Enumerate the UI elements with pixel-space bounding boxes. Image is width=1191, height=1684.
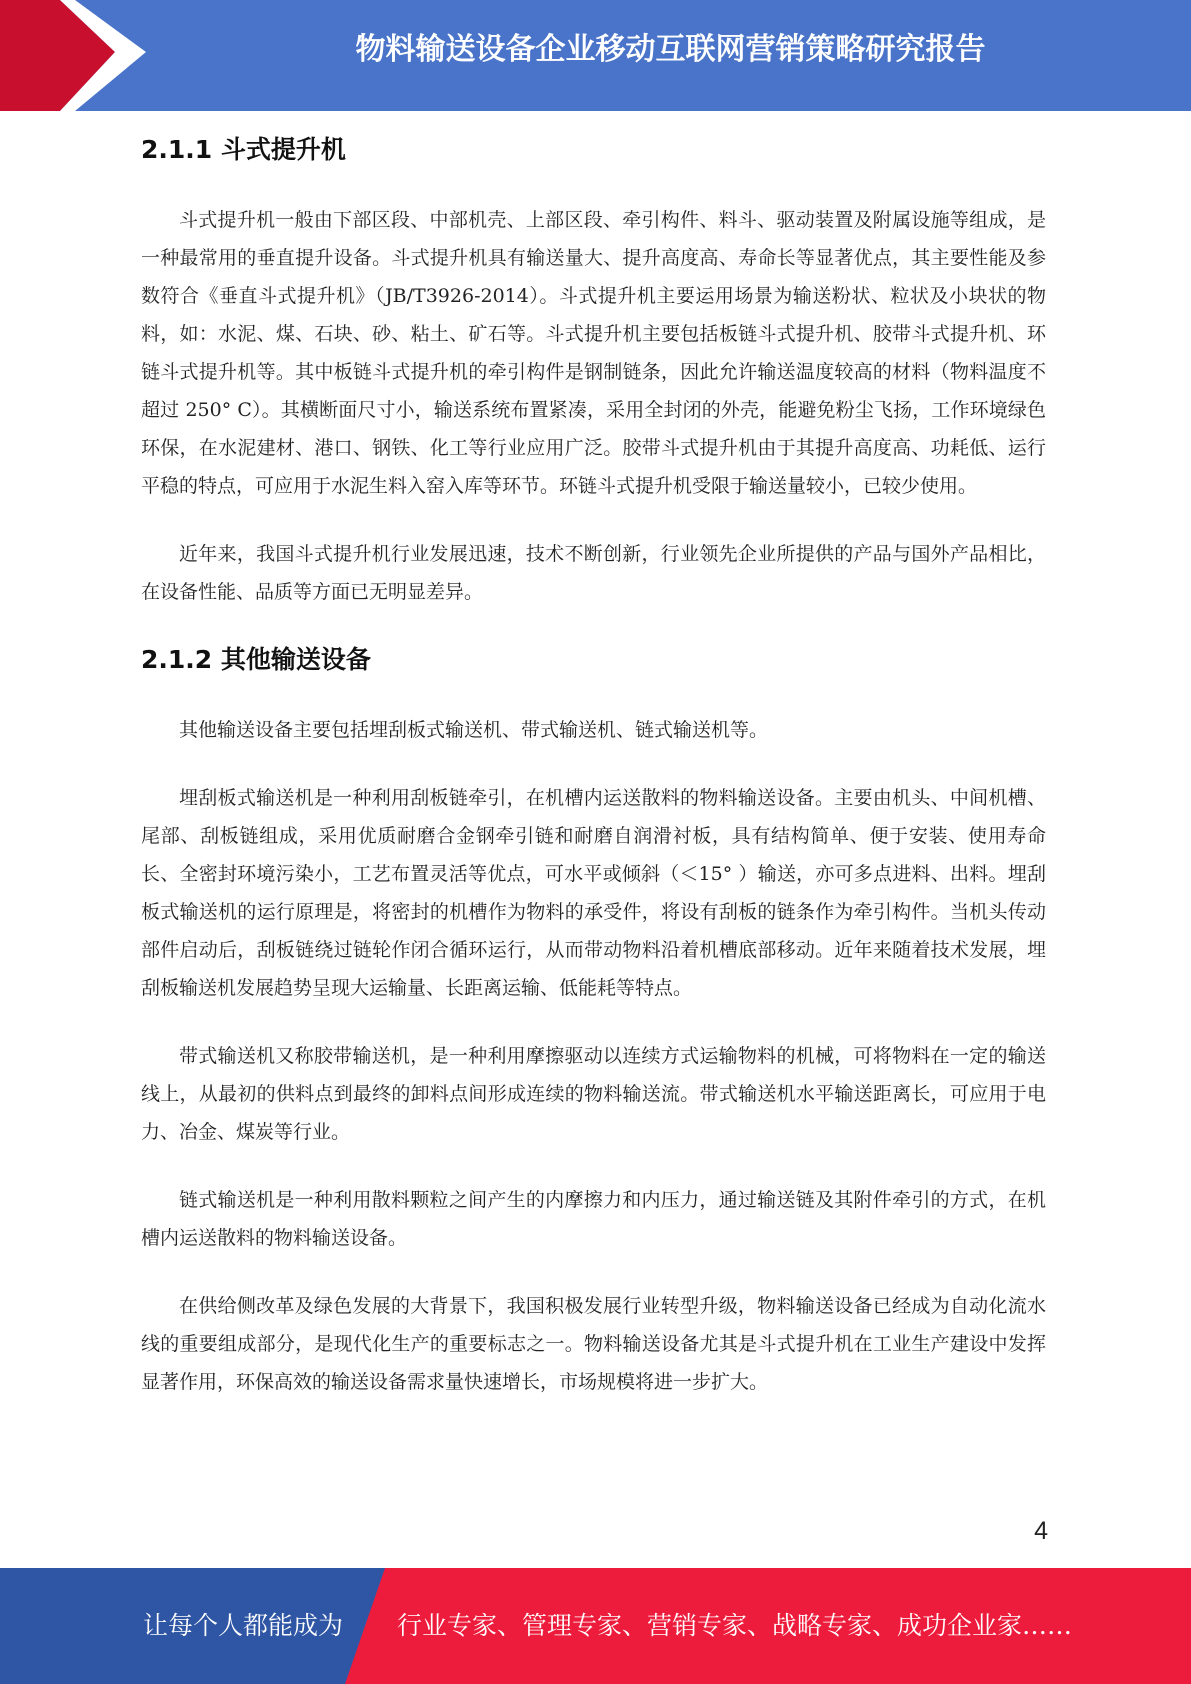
page-number: 4 (1034, 1517, 1048, 1545)
paragraph: 埋刮板式输送机是一种利用刮板链牵引，在机槽内运送散料的物料输送设备。主要由机头、中间机槽、尾部、刮板链组成，采用优质耐磨合金钢牵引链和耐磨自润滑衬板，具有结构简单、便于安装、使用寿命长、全密封环境污染小，工艺布置灵活等优点，可水平或倾斜（＜15° ）输送，亦可多点进料、出料。埋刮板式输送机的运行原理是，将密封的机槽作为物料的承受件，将设有刮板的链条作为牵引构件。当机头传动部件启动后，刮板链绕过链轮作闭合循环运行，从而带动物料沿着机槽底部移动。近年来随着技术发展，埋刮板输送机发展趋势呈现大运输量、长距离运输、低能耗等特点。 (141, 787, 1046, 999)
paragraph: 斗式提升机一般由下部区段、中部机壳、上部区段、牵引构件、料斗、驱动装置及附属设施等组成，是一种最常用的垂直提升设备。斗式提升机具有输送量大、提升高度高、寿命长等显著优点，其主要性能及参数符合《垂直斗式提升机》（JB/T3926-2014）。斗式提升机主要运用场景为输送粉状、粒状及小块状的物料，如：水泥、煤、石块、砂、粘土、矿石等。斗式提升机主要包括板链斗式提升机、胶带斗式提升机、环链斗式提升机等。其中板链斗式提升机的牵引构件是钢制链条，因此允许输送温度较高的材料（物料温度不超过 250° C）。其横断面尺寸小，输送系统布置紧凑，采用全封闭的外壳，能避免粉尘飞扬，工作环境绿色环保，在水泥建材、港口、钢铁、化工等行业应用广泛。胶带斗式提升机由于其提升高度高、功耗低、运行平稳的特点，可应用于水泥生料入窑入库等环节。环链斗式提升机受限于输送量较小，已较少使用。 (141, 209, 1046, 497)
section-heading: 2.1.2 其他输送设备 (141, 645, 371, 674)
section-heading: 2.1.1 斗式提升机 (141, 135, 346, 164)
report-title: 物料输送设备企业移动互联网营销策略研究报告 (355, 32, 986, 67)
paragraph: 在供给侧改革及绿色发展的大背景下，我国积极发展行业转型升级，物料输送设备已经成为自动化流水线的重要组成部分，是现代化生产的重要标志之一。物料输送设备尤其是斗式提升机在工业生产建设中发挥显著作用，环保高效的输送设备需求量快速增长，市场规模将进一步扩大。 (141, 1295, 1046, 1393)
paragraph: 其他输送设备主要包括埋刮板式输送机、带式输送机、链式输送机等。 (179, 719, 769, 741)
paragraph: 链式输送机是一种利用散料颗粒之间产生的内摩擦力和内压力，通过输送链及其附件牵引的方式，在机槽内运送散料的物料输送设备。 (141, 1189, 1046, 1249)
header-arrow-decoration (0, 0, 160, 111)
header-banner (0, 0, 1191, 111)
paragraph: 近年来，我国斗式提升机行业发展迅速，技术不断创新，行业领先企业所提供的产品与国外产品相比，在设备性能、品质等方面已无明显差异。 (141, 543, 1046, 603)
paragraph: 带式输送机又称胶带输送机，是一种利用摩擦驱动以连续方式运输物料的机械，可将物料在一定的输送线上，从最初的供料点到最终的卸料点间形成连续的物料输送流。带式输送机水平输送距离长，可应用于电力、冶金、煤炭等行业。 (141, 1045, 1046, 1143)
footer-slogan-left: 让每个人都能成为 (143, 1611, 344, 1640)
footer-banner (0, 1568, 1191, 1684)
footer-slogan-right: 行业专家、管理专家、营销专家、战略专家、成功企业家…… (397, 1611, 1073, 1640)
document-body (141, 111, 1046, 1401)
